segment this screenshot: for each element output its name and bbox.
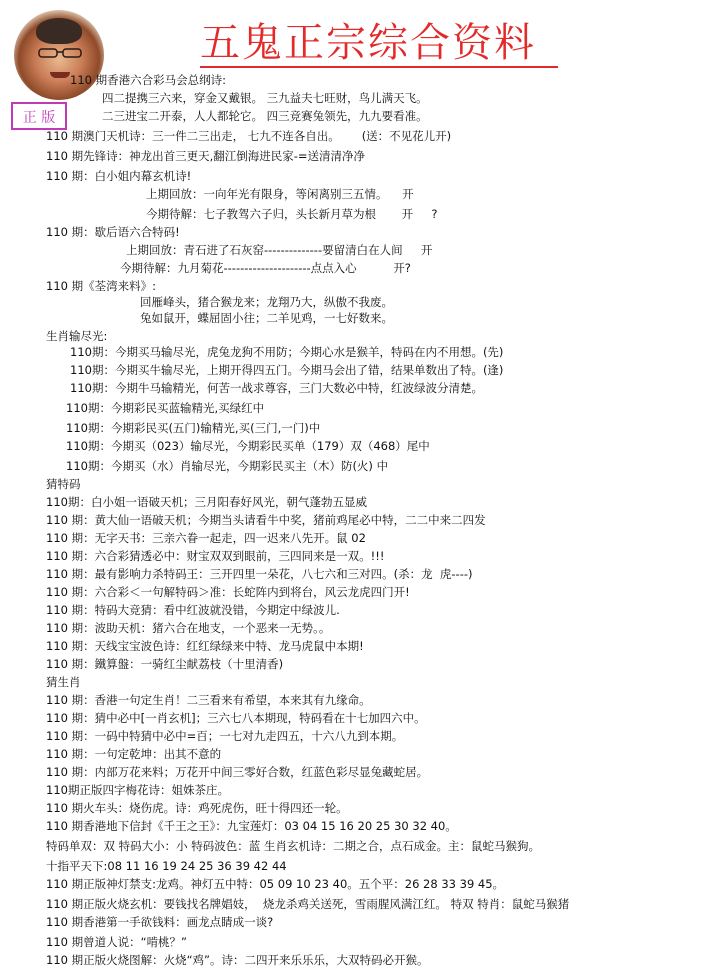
text-line: 110 期：歇后语六合特码!	[46, 225, 180, 239]
text-line: 110 期曾道人说：“啃桃？”	[46, 935, 188, 949]
text-line: 110 期香港地下信封《千王之王》：九宝莲灯：03 04 15 16 20 25 30 32 40。	[46, 819, 457, 833]
text-line: 110 期：特码大竞猜：看中红波就没错，今期定中绿波儿.	[46, 603, 340, 617]
text-line: 110 期：波助天机：猪六合在地支，一个恶来一无势。。	[46, 621, 331, 635]
text-line: 110 期：黄大仙一语破天机；今期当头请看牛中奖，猪前鸡尾必中特，二二中来二四发	[46, 513, 486, 527]
text-line: 四二提携三六来，穿金又戴银。 三九益夫七旺财，鸟儿满天飞。	[102, 91, 428, 105]
title-underline	[200, 66, 558, 68]
mouth-shape	[50, 72, 70, 78]
text-line: 110 期：无字天书：三亲六眷一起走，四一迟来八先开。鼠 02	[46, 531, 366, 545]
text-line: 110 期：最有影响力杀特码王：三开四里一朵花，八七六和三对四。(杀：龙 虎----)	[46, 567, 473, 581]
text-line: 猜生肖	[46, 675, 81, 689]
text-line: 110 期：六合彩＜一句解特码＞准：长蛇阵内到将台，风云龙虎四门开!	[46, 585, 410, 599]
text-line: 110期：今期买牛输尽光，上期开得四五门。今期马会出了错，结果单数出了特。(逢)	[70, 363, 504, 377]
text-line: 十指平天下:08 11 16 19 24 25 36 39 42 44	[46, 859, 287, 873]
text-line: 上期回放：青石进了石灰窑--------------要留清白在人间 开	[126, 243, 433, 257]
text-line: 110 期香港第一手欲钱料：画龙点睛成一谈?	[46, 915, 274, 929]
text-line: 今期待解：七子教驾六子归，头长新月草为根 开 ?	[146, 207, 438, 221]
text-line: 110 期《荃湾来料》:	[46, 279, 156, 293]
text-line: 110 期正版火烧玄机：要钱找名牌娼妓， 烧龙杀鸡关送死，雪雨腥风满江红。 特双 特肖：鼠蛇马猴猪	[46, 897, 570, 911]
text-line: 110期：今期彩民买(五门)输精光,买(三门,一门)中	[66, 421, 321, 435]
text-line: 110期：今期买马输尽光，虎兔龙狗不用防；今期心水是猴羊，特码在内不用想。(先)	[70, 345, 504, 359]
text-line: 110期：今期牛马输精光，何苦一战求尊容，三门大数必中特，红波绿波分清楚。	[70, 381, 483, 395]
glasses-icon	[38, 48, 82, 58]
text-line: 特码单双：双 特码大小：小 特码波色：蓝 生肖玄机诗：二期之合，点石成金。主：鼠蛇马猴狗。	[46, 839, 540, 853]
text-line: 110 期：鐵算盤：一骑红尘献荔枝（十里清香)	[46, 657, 284, 671]
text-line: 二三进宝二开泰，人人都轮它。 四三竞赛兔领先，九九要看准。	[102, 109, 428, 123]
text-line: 110 期：猜中必中[一肖玄机]；三六七八本期现，特码看在十七加四六中。	[46, 711, 426, 725]
text-line: 110 期：一句定乾坤：出其不意的	[46, 747, 222, 761]
text-line: 110 期：一码中特猜中必中=百；一七对九走四五，十六八九到本期。	[46, 729, 404, 743]
text-line: 110 期：六合彩猜透必中：财宝双双到眼前，三四同来是一双。!!!	[46, 549, 385, 563]
page-title: 五鬼正宗综合资料	[200, 20, 536, 66]
text-line: 110 期澳门天机诗：三一件二三出走， 七九不连各自出。 (送：不见花儿开)	[46, 129, 452, 143]
text-line: 110 期：白小姐内幕玄机诗!	[46, 169, 192, 183]
text-line: 110期：今期彩民买蓝输精光,买绿红中	[66, 401, 265, 415]
text-line: 110 期正版神灯禁支:龙鸡。神灯五中特：05 09 10 23 40。五个平：26 28 33 39 45。	[46, 877, 505, 891]
text-line: 110期：今期买（水）肖输尽光，今期彩民买主（木）防(火) 中	[66, 459, 389, 473]
text-line: 兔如鼠开，蝶屈固小往；二羊见鸡，一七好数来。	[140, 311, 393, 325]
text-line: 110 期：香港一句定生肖！二三看来有希望，本来其有九缘命。	[46, 693, 371, 707]
text-line: 上期回放：一向年光有限身，等闲离别三五情。 开	[146, 187, 414, 201]
edition-badge: 正 版	[11, 102, 67, 130]
text-line: 110 期：天线宝宝波色诗：红红绿绿来中特、龙马虎鼠中本期!	[46, 639, 364, 653]
text-line: 110 期火车头：烧伤虎。诗：鸡死虎伤，旺十得四还一轮。	[46, 801, 348, 815]
text-line: 今期待解：九月菊花---------------------点点入心 开?	[120, 261, 411, 275]
text-line: 110 期正版火烧图解：火烧“鸡”。诗：二四开来乐乐乐，大双特码必开猴。	[46, 953, 429, 967]
text-line: 110 期先锋诗：神龙出首三更天,翻江倒海进民家-=送清清净净	[46, 149, 366, 163]
text-line: 回雁峰头，猪合猴龙来；龙翔乃大，纵傲不我废。	[140, 295, 393, 309]
text-line: 110 期香港六合彩马会总纲诗:	[70, 73, 226, 87]
text-line: 110期：白小姐一语破天机；三月阳春好风光，朝气蓬勃五显威	[46, 495, 367, 509]
hair-shape	[36, 18, 82, 44]
text-line: 110 期：内部万花来料；万花开中间三零好合数，红蓝色彩尽显兔藏蛇居。	[46, 765, 429, 779]
text-line: 猜特码	[46, 477, 81, 491]
text-line: 110期：今期买（023）输尽光，今期彩民买单（179）双（468）尾中	[66, 439, 430, 453]
text-line: 110期正版四字梅花诗：姐姝茶庄。	[46, 783, 229, 797]
text-line: 生肖输尽光:	[46, 329, 108, 343]
